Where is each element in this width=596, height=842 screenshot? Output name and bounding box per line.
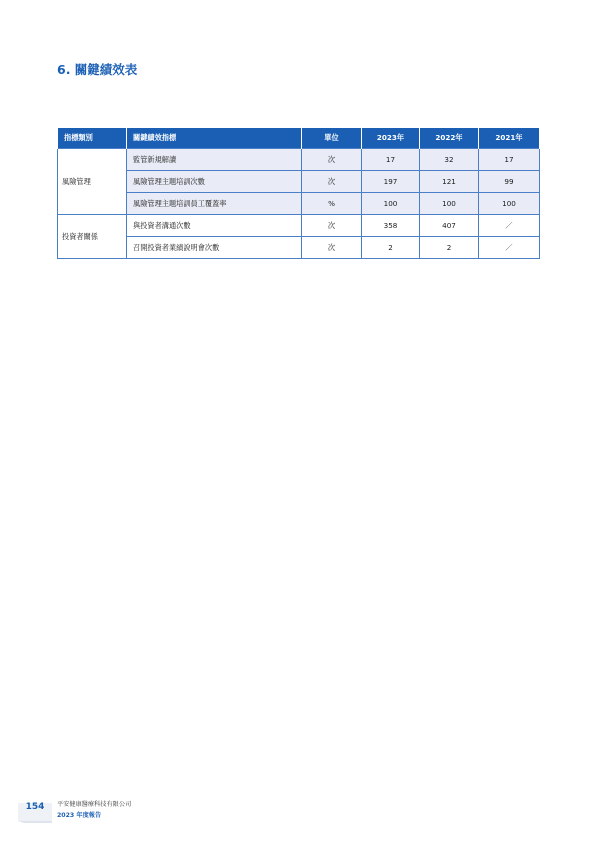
table-row — [58, 149, 540, 171]
header-2023: 2023年 — [362, 128, 420, 149]
value-2022-cell: 2 — [420, 237, 479, 259]
table-row — [58, 193, 540, 215]
header-category: 指標類別 — [58, 128, 127, 149]
header-unit: 單位 — [302, 128, 362, 149]
report-name: 2023 年度報告 — [57, 812, 102, 819]
indicator-cell: 風險管理主題培訓次數 — [127, 171, 302, 193]
value-2022-cell: 407 — [420, 215, 479, 237]
value-2022-cell: 32 — [420, 149, 479, 171]
section-title: 6. 關鍵績效表 — [57, 62, 138, 77]
kpi-table — [57, 128, 540, 259]
table-row — [58, 237, 540, 259]
indicator-cell: 監管新規解讀 — [127, 149, 302, 171]
value-2023-cell: 17 — [362, 149, 420, 171]
value-2022-cell: 121 — [420, 171, 479, 193]
value-2021-cell: 99 — [479, 171, 540, 193]
value-2021-cell: ／ — [479, 237, 540, 259]
unit-cell: 次 — [302, 149, 362, 171]
table-header-row — [58, 128, 540, 149]
header-2021: 2021年 — [479, 128, 540, 149]
header-indicator: 關鍵績效指標 — [127, 128, 302, 149]
indicator-cell: 風險管理主題培訓員工覆蓋率 — [127, 193, 302, 215]
header-2022: 2022年 — [420, 128, 479, 149]
value-2023-cell: 100 — [362, 193, 420, 215]
unit-cell: 次 — [302, 237, 362, 259]
indicator-cell: 召開投資者業績說明會次數 — [127, 237, 302, 259]
page-number: 154 — [25, 802, 45, 812]
table-row — [58, 215, 540, 237]
company-name: 平安健康醫療科技有限公司 — [57, 801, 132, 808]
table-row — [58, 171, 540, 193]
value-2023-cell: 358 — [362, 215, 420, 237]
page-number-badge — [18, 797, 52, 823]
indicator-cell: 與投資者溝通次數 — [127, 215, 302, 237]
value-2021-cell: 100 — [479, 193, 540, 215]
value-2022-cell: 100 — [420, 193, 479, 215]
unit-cell: % — [302, 193, 362, 215]
value-2023-cell: 2 — [362, 237, 420, 259]
unit-cell: 次 — [302, 215, 362, 237]
value-2023-cell: 197 — [362, 171, 420, 193]
value-2021-cell: 17 — [479, 149, 540, 171]
category-cell: 風險管理 — [58, 149, 127, 215]
value-2021-cell: ／ — [479, 215, 540, 237]
unit-cell: 次 — [302, 171, 362, 193]
category-cell: 投資者關係 — [58, 215, 127, 259]
